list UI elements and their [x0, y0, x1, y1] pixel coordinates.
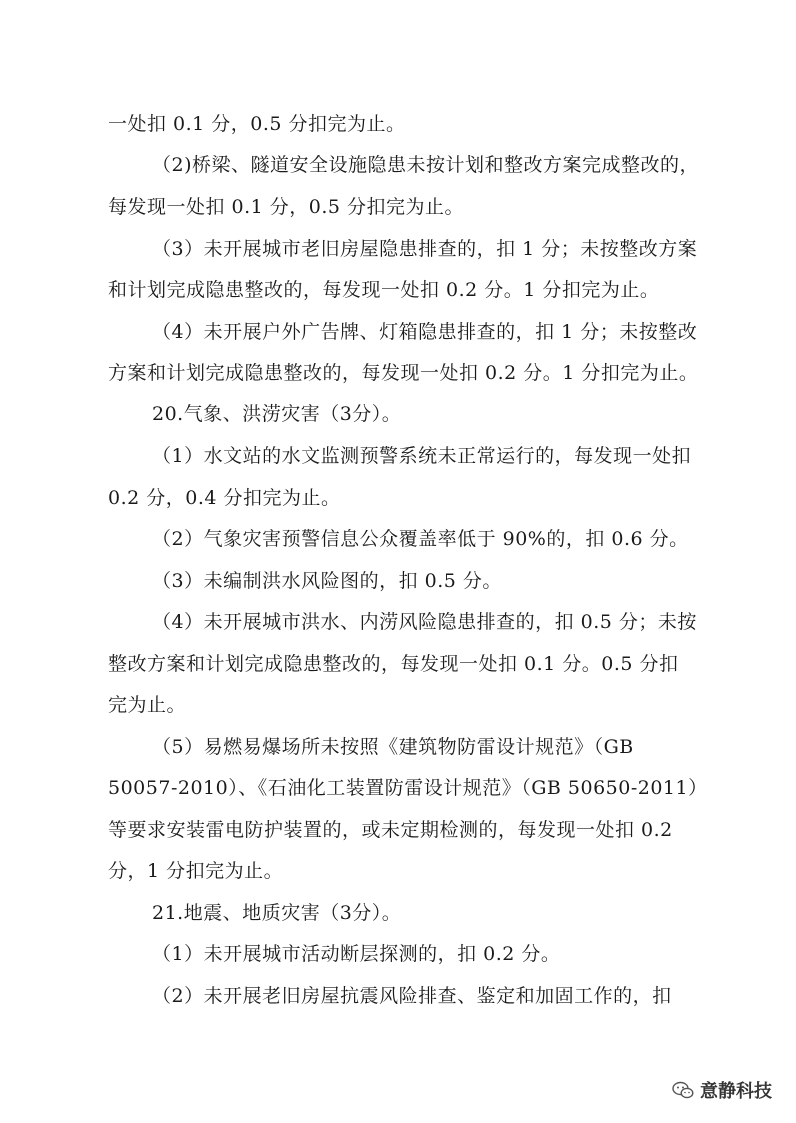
watermark — [672, 1077, 772, 1103]
text-line: （3）未编制洪水风险图的，扣 0.5 分。 — [152, 570, 502, 592]
text-line: （5）易燃易爆场所未按照《建筑物防雷设计规范》（GB — [152, 736, 634, 758]
text-line: （1）未开展城市活动断层探测的，扣 0.2 分。 — [152, 943, 561, 965]
section-heading: 20.气象、洪涝灾害（3分）。 — [152, 403, 402, 425]
text-line: 每发现一处扣 0.1 分，0.5 分扣完为止。 — [108, 196, 465, 218]
wechat-icon — [672, 1081, 694, 1099]
text-line: 整改方案和计划完成隐患整改的，每发现一处扣 0.1 分。0.5 分扣 — [108, 653, 679, 675]
text-line: 等要求安装雷电防护装置的，或未定期检测的，每发现一处扣 0.2 — [108, 819, 673, 841]
text-line: （1）水文站的水文监测预警系统未正常运行的，每发现一处扣 — [152, 445, 692, 467]
watermark-text: 意静科技 — [700, 1081, 772, 1102]
text-line: （2)桥梁、隧道安全设施隐患未按计划和整改方案完成整改的， — [152, 154, 700, 176]
section-heading: 21.地震、地质灾害（3分）。 — [152, 902, 402, 924]
text-line: （2）气象灾害预警信息公众覆盖率低于 90%的，扣 0.6 分。 — [152, 528, 689, 550]
text-line: 0.2 分，0.4 分扣完为止。 — [108, 487, 341, 509]
text-line: 一处扣 0.1 分，0.5 分扣完为止。 — [108, 113, 406, 135]
text-line: （4）未开展户外广告牌、灯箱隐患排查的，扣 1 分；未按整改 — [152, 321, 698, 343]
text-line: 分，1 分扣完为止。 — [108, 860, 284, 882]
text-line: （4）未开展城市洪水、内涝风险隐患排查的，扣 0.5 分；未按 — [152, 611, 697, 633]
text-line: （2）未开展老旧房屋抗震风险排查、鉴定和加固工作的，扣 — [152, 985, 672, 1007]
text-line: 和计划完成隐患整改的，每发现一处扣 0.2 分。1 分扣完为止。 — [108, 279, 660, 301]
text-line: 方案和计划完成隐患整改的，每发现一处扣 0.2 分。1 分扣完为止。 — [108, 362, 699, 384]
text-line: 50057-2010）、《石油化工装置防雷设计规范》（GB 50650-2011） — [108, 777, 708, 799]
text-line: 完为止。 — [108, 694, 187, 716]
text-line: （3）未开展城市老旧房屋隐患排查的，扣 1 分；未按整改方案 — [152, 238, 698, 260]
